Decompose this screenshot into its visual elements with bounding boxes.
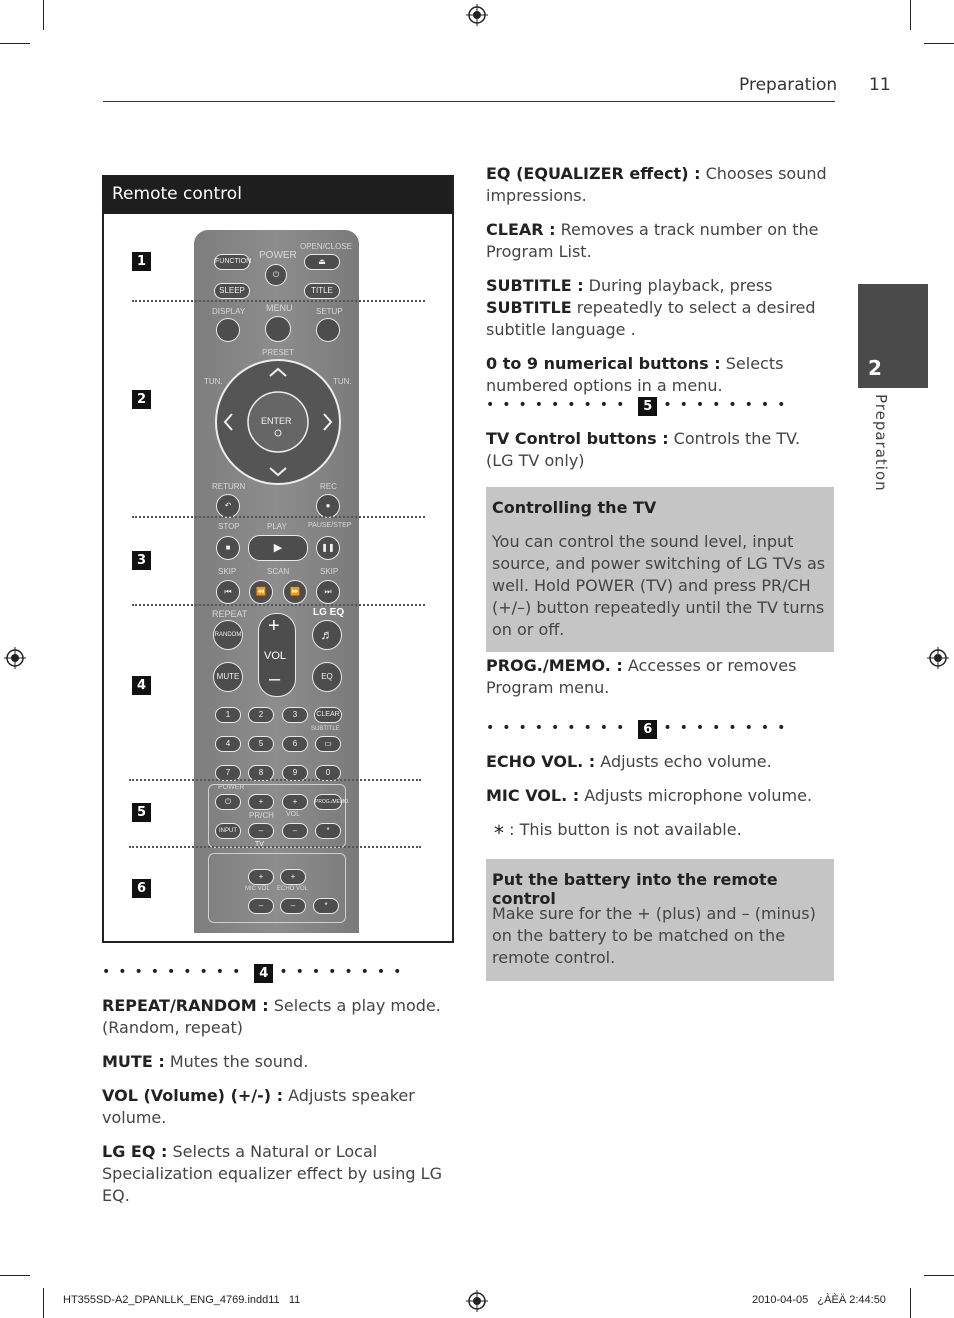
term: 0 to 9 numerical buttons : (486, 354, 721, 373)
definition: Chooses sound impressions. (486, 164, 827, 205)
echo-vol-plus-button: + (280, 869, 306, 885)
remote-control-heading (102, 175, 452, 214)
definition: Removes a track number on the Program List. (486, 220, 819, 261)
definition: repeatedly to select a desired subtitle language . (486, 298, 816, 339)
note-body: Make sure for the + (plus) and – (minus) on the battery to be matched on the remote control. (492, 904, 816, 967)
description-item (102, 1051, 454, 1073)
registration-mark-icon (466, 1290, 488, 1312)
dot-leader: •••••••• (663, 720, 794, 736)
repeat-label: REPEAT (212, 609, 248, 619)
random-button: RANDOM (213, 620, 243, 650)
note-title: Put the battery into the remote control (492, 870, 778, 908)
definition: During playback, press (583, 276, 773, 295)
prog-memo-button: PROG./MEMO. (314, 794, 342, 810)
term: LG EQ : (102, 1142, 168, 1161)
definition: Accesses or removes Program menu. (486, 656, 797, 697)
chapter-tab-number: 2 (868, 356, 882, 380)
section-divider (132, 604, 425, 606)
lg-eq-label: LG EQ (313, 607, 345, 618)
term: SUBTITLE : (486, 276, 584, 295)
dot-leader: ••••••••• (486, 720, 633, 736)
description-item (102, 1141, 454, 1207)
section-divider (129, 846, 421, 848)
section-marker-6: 6 (638, 720, 657, 739)
scan-forward-button: ⏩ (283, 580, 307, 604)
crop-mark (924, 1275, 954, 1276)
display-button (216, 318, 240, 342)
prog-memo-description (486, 655, 836, 699)
pause-button: ❚❚ (316, 536, 340, 560)
digit-button-4: 4 (215, 736, 241, 752)
function-button: FUNCTION (214, 254, 250, 270)
section-separator-5 (486, 396, 834, 415)
digit-button-6: 6 (282, 736, 308, 752)
description-item (486, 353, 834, 397)
scan-back-button: ⏪ (249, 580, 273, 604)
section-divider (132, 516, 425, 518)
input-button: INPUT (215, 823, 241, 839)
page-number: 11 (869, 75, 891, 95)
section-marker-2: 2 (132, 390, 151, 409)
description-item (486, 163, 834, 207)
definition: Adjusts speaker volume. (102, 1086, 415, 1127)
description-item (486, 785, 834, 807)
note-title: Controlling the TV (492, 498, 657, 517)
description-item (102, 995, 454, 1039)
description-item (102, 1085, 454, 1129)
unavailable-star-button: * (313, 898, 339, 914)
registration-mark-icon (466, 4, 488, 26)
scan-label: SCAN (267, 567, 290, 576)
lg-eq-button: ♬ (312, 620, 342, 650)
definition: Selects a Natural or Local Specialization equalizer effect by using LG EQ. (102, 1142, 442, 1205)
menu-button (265, 316, 291, 342)
play-button: ▶ (248, 535, 308, 561)
dot-leader: ••••••••• (102, 964, 249, 980)
tv-label: TV (255, 841, 264, 848)
chapter-tab-label: Preparation (872, 394, 890, 492)
preset-label: PRESET (262, 348, 295, 357)
section-marker-4: 4 (254, 964, 273, 983)
open-close-button: ⏏ (304, 254, 340, 270)
left-description-list (102, 995, 454, 1207)
tv-vol-label: VOL (286, 811, 301, 818)
tv-vol-plus-button: + (282, 794, 308, 810)
return-label: RETURN (212, 482, 246, 491)
digit-button-9: 9 (282, 765, 308, 781)
term: TV Control buttons : (486, 429, 669, 448)
tv-power-label: POWER (218, 784, 245, 791)
volume-minus-icon: – (269, 668, 281, 690)
rec-label: REC (320, 482, 337, 491)
star-note (486, 819, 834, 844)
tv-control-description (486, 428, 831, 472)
pause-step-label: PAUSE/STEP (308, 522, 352, 529)
digit-button-3: 3 (282, 707, 308, 723)
display-label: DISPLAY (212, 307, 246, 316)
mic-vol-label: MIC VOL (245, 886, 270, 892)
star-note-text: : This button is not available. (509, 820, 742, 839)
description-item (486, 751, 834, 773)
digit-button-7: 7 (215, 765, 241, 781)
play-label: PLAY (267, 522, 287, 531)
term: ECHO VOL. : (486, 752, 596, 771)
clear-button: CLEAR (314, 707, 342, 723)
volume-plus-icon: + (268, 615, 280, 637)
tuning-plus-label: TUN. (333, 377, 352, 386)
tv-power-button: ⏻ (215, 794, 241, 810)
header-rule (103, 101, 835, 102)
skip-forward-button: ⏭ (316, 580, 340, 604)
rec-button: ● (316, 494, 340, 518)
setup-label: SETUP (316, 307, 343, 316)
digit-button-5: 5 (248, 736, 274, 752)
subtitle-label: SUBTITLE (311, 726, 340, 732)
menu-label: MENU (266, 303, 293, 313)
power-label: POWER (259, 250, 297, 261)
stop-button: ■ (216, 536, 240, 560)
dot-leader: •••••••• (279, 964, 410, 980)
registration-mark-icon (4, 647, 26, 669)
definition: Selects numbered options in a menu. (486, 354, 784, 395)
skip-back-button: ⏮ (216, 580, 240, 604)
footer-file-info: HT355SD-A2_DPANLLK_ENG_4769.indd11 11 (63, 1294, 301, 1306)
crop-mark (0, 43, 30, 44)
right-description-bottom (486, 751, 834, 844)
section-divider (129, 779, 421, 781)
crop-mark (43, 0, 44, 30)
section-marker-5: 5 (638, 397, 657, 416)
pr-ch-label: PR/CH (249, 811, 274, 820)
section-separator-6 (486, 719, 834, 738)
registration-mark-icon (927, 647, 949, 669)
term: REPEAT/RANDOM : (102, 996, 269, 1015)
return-button: ↶ (216, 494, 240, 518)
description-item (486, 275, 834, 341)
power-button: ⏻ (265, 264, 287, 286)
eq-button: EQ (312, 662, 342, 692)
definition: Adjusts echo volume. (595, 752, 772, 771)
dot-leader: ••••••••• (486, 397, 633, 413)
unavailable-star-button: * (315, 823, 341, 839)
star-icon: * (494, 821, 504, 845)
pr-ch-plus-button: + (248, 794, 274, 810)
section-separator-4 (102, 963, 452, 982)
digit-button-0: 0 (315, 765, 341, 781)
footer-timestamp: 2010-04-05 ¿ÀÈÄ 2:44:50 (752, 1294, 886, 1306)
term: SUBTITLE (486, 298, 572, 317)
enter-button: ENTER (261, 416, 292, 426)
term: VOL (Volume) (+/-) : (102, 1086, 284, 1105)
volume-label: VOL (264, 650, 287, 662)
crop-mark (910, 0, 911, 30)
definition: Controls the TV. (LG TV only) (486, 429, 801, 470)
digit-button-1: 1 (215, 707, 241, 723)
crop-mark (43, 1288, 44, 1318)
tuning-minus-label: TUN. (204, 377, 223, 386)
pr-ch-minus-button: – (248, 823, 274, 839)
mic-vol-plus-button: + (248, 869, 274, 885)
battery-note (486, 859, 834, 981)
note-body: You can control the sound level, input source, and power switching of LG TVs as well. Hold POWER (TV) and press PR/CH (+/–) button repeatedly until the TV turns on or off. (492, 532, 826, 639)
section-marker-4: 4 (132, 676, 151, 695)
section-divider (132, 300, 425, 302)
setup-button (316, 318, 340, 342)
section-marker-5: 5 (132, 803, 151, 822)
open-close-label: OPEN/CLOSE (300, 242, 353, 251)
crop-mark (924, 43, 954, 44)
mic-vol-minus-button: – (248, 898, 274, 914)
sleep-button: SLEEP (214, 283, 250, 299)
skip-back-label: SKIP (218, 567, 237, 576)
subtitle-button: ▭ (315, 736, 341, 752)
term: EQ (EQUALIZER effect) : (486, 164, 701, 183)
definition: Adjusts microphone volume. (579, 786, 813, 805)
stop-label: STOP (218, 522, 240, 531)
description-item (486, 219, 834, 263)
section-marker-3: 3 (132, 551, 151, 570)
running-header-section: Preparation (739, 75, 838, 95)
tv-vol-minus-button: – (282, 823, 308, 839)
term: CLEAR : (486, 220, 556, 239)
echo-vol-label: ECHO VOL (277, 886, 309, 892)
controlling-tv-note (486, 487, 834, 652)
digit-button-2: 2 (248, 707, 274, 723)
right-description-top (486, 163, 834, 397)
section-marker-1: 1 (132, 252, 151, 271)
section-marker-6: 6 (132, 879, 151, 898)
digit-button-8: 8 (248, 765, 274, 781)
mute-button: MUTE (213, 662, 243, 692)
echo-vol-minus-button: – (280, 898, 306, 914)
crop-mark (910, 1288, 911, 1318)
definition: Mutes the sound. (164, 1052, 309, 1071)
remote-control-title: Remote control (112, 184, 242, 204)
crop-mark (0, 1275, 30, 1276)
term: MIC VOL. : (486, 786, 580, 805)
definition: Selects a play mode.(Random, repeat) (102, 996, 441, 1037)
title-button: TITLE (304, 283, 340, 299)
term: PROG./MEMO. : (486, 656, 623, 675)
skip-forward-label: SKIP (320, 567, 339, 576)
term: MUTE : (102, 1052, 165, 1071)
dot-leader: •••••••• (663, 397, 794, 413)
